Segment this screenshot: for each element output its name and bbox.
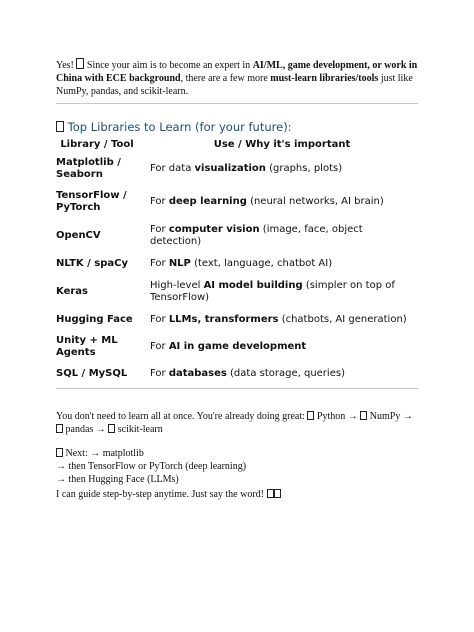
next-step-line: → then TensorFlow or PyTorch (deep learning) — [56, 461, 247, 472]
library-use: High-level AI model building (simpler on top of TensorFlow) — [150, 279, 395, 303]
library-name: Matplotlib / Seaborn — [56, 156, 121, 180]
library-name: NLTK / spaCy — [56, 257, 128, 269]
emoji-icon — [267, 489, 274, 498]
libraries-table — [50, 137, 420, 385]
divider — [56, 388, 418, 389]
library-use: For computer vision (image, face, object detection) — [150, 223, 363, 247]
column-header-library: Library / Tool — [60, 138, 134, 150]
library-name: Hugging Face — [56, 313, 133, 325]
library-use: For deep learning (neural networks, AI brain) — [150, 195, 384, 207]
emoji-icon — [56, 121, 64, 132]
table-row — [50, 185, 420, 219]
library-name: Keras — [56, 285, 88, 297]
library-use: For NLP (text, language, chatbot AI) — [150, 257, 333, 269]
progress-paragraph: You don't need to learn all at once. You're already doing great: Python → NumPy → pandas → scikit-learn — [56, 411, 413, 435]
table-row — [50, 309, 420, 331]
closing-line: I can guide step-by-step anytime. Just say the word! — [56, 488, 422, 501]
next-step-line: → then Hugging Face (LLMs) — [56, 474, 179, 485]
library-use: For AI in game development — [150, 340, 307, 352]
section-heading: Top Libraries to Learn (for your future): — [56, 120, 292, 134]
emoji-icon — [274, 489, 281, 498]
table-row — [50, 275, 420, 309]
table-row — [50, 253, 420, 275]
table-row — [50, 153, 420, 185]
divider — [56, 103, 418, 104]
table-row — [50, 363, 420, 385]
library-use: For databases (data storage, queries) — [150, 367, 345, 379]
table-row — [50, 219, 420, 253]
library-name: OpenCV — [56, 229, 101, 241]
table-header-row — [50, 137, 420, 153]
library-use: For LLMs, transformers (chatbots, AI generation) — [150, 313, 407, 325]
column-header-use: Use / Why it's important — [213, 138, 351, 150]
emoji-icon — [56, 424, 63, 433]
library-name: TensorFlow / PyTorch — [56, 189, 127, 213]
library-name: Unity + ML Agents — [56, 334, 118, 358]
table-row — [50, 331, 420, 363]
intro-paragraph: Yes! Since your aim is to become an expert in AI/ML, game development, or work in China with ECE background, there are a few more must-learn libraries/tools just like NumPy, pandas, and scikit-learn. — [56, 60, 418, 97]
library-use: For data visualization (graphs, plots) — [150, 162, 343, 174]
library-name: SQL / MySQL — [56, 367, 128, 379]
emoji-icon — [56, 448, 63, 457]
next-step-line: Next: → matplotlib — [56, 447, 422, 460]
next-steps — [56, 447, 422, 486]
